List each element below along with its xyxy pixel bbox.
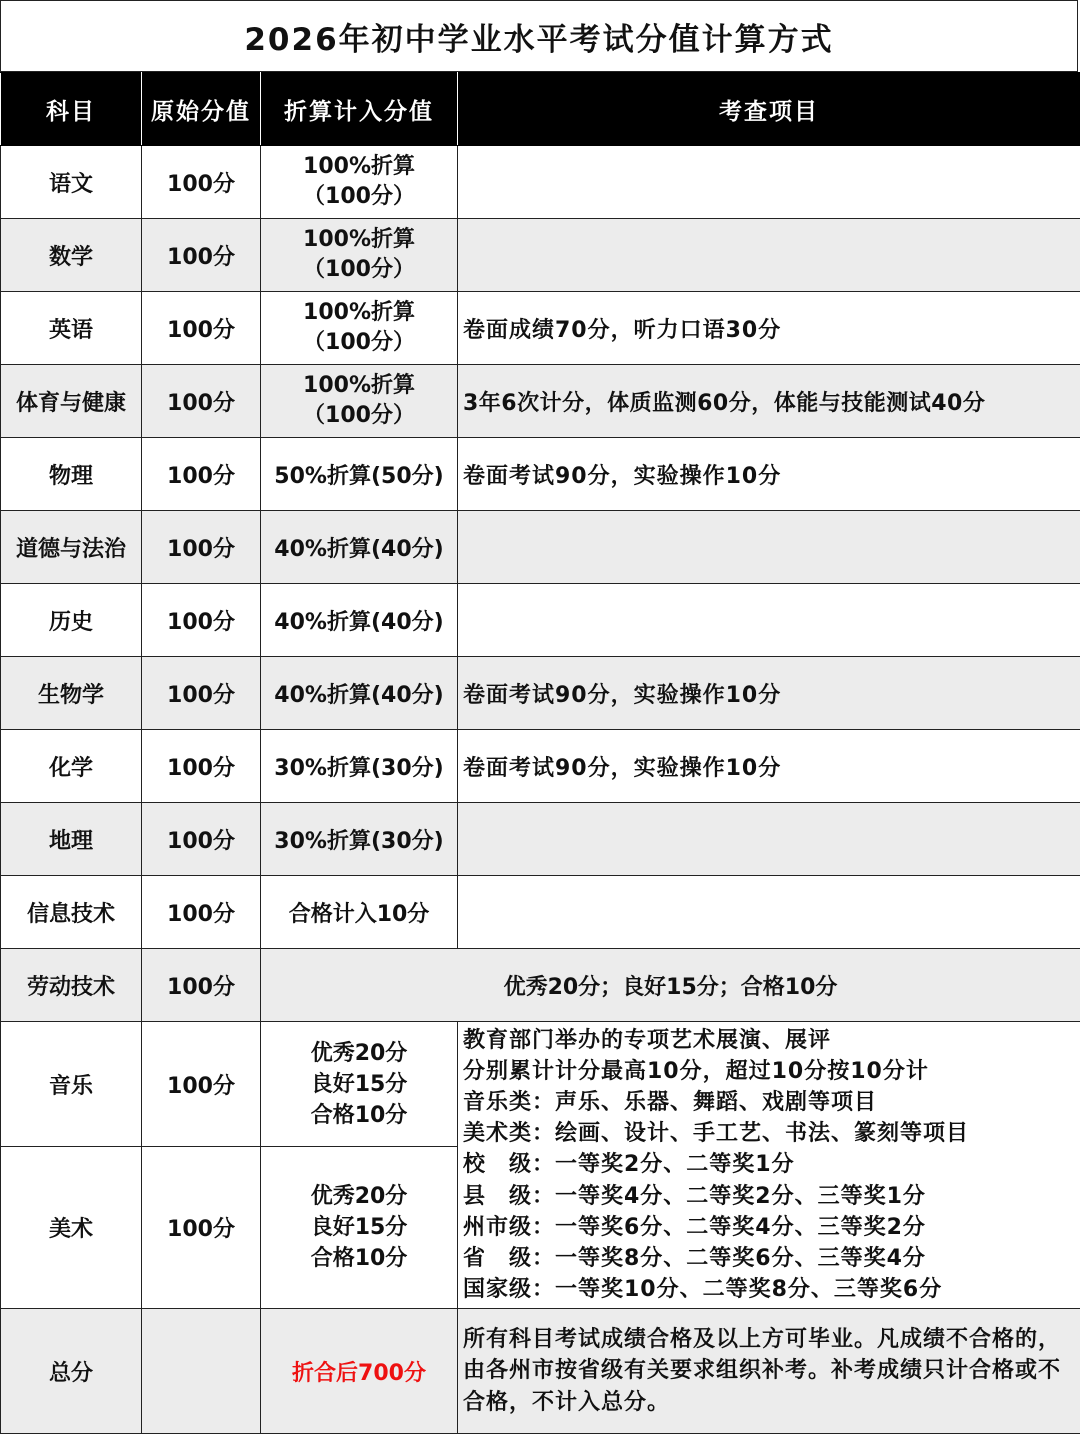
- items-cell: 卷面考试90分，实验操作10分: [458, 657, 1080, 730]
- header-subject: 科目: [1, 73, 142, 146]
- raw-score-cell: 100分: [142, 146, 261, 219]
- arts-item-line: 教育部门举办的专项艺术展演、展评: [463, 1025, 1080, 1056]
- items-cell: [458, 876, 1080, 949]
- conversion-rate: 100%折算: [261, 152, 457, 182]
- subject-cell: 道德与法治: [1, 511, 142, 584]
- arts-item-line: 县 级：一等奖4分、二等奖2分、三等奖1分: [463, 1181, 1080, 1212]
- arts-item-line: 国家级：一等奖10分、二等奖8分、三等奖6分: [463, 1274, 1080, 1305]
- table-row: [1, 803, 1080, 876]
- conversion-points: （100分）: [261, 255, 457, 285]
- table-row: [1, 511, 1080, 584]
- header-converted-score: 折算计入分值: [261, 73, 458, 146]
- raw-score-cell: 100分: [142, 219, 261, 292]
- grade-excellent: 优秀20分: [261, 1038, 457, 1069]
- total-score-cell: 折合后700分: [261, 1309, 458, 1434]
- raw-score-cell: 100分: [142, 876, 261, 949]
- raw-score-cell: 100分: [142, 1147, 261, 1309]
- table-row: [1, 1022, 1080, 1147]
- conversion-points: （100分）: [261, 328, 457, 358]
- table-row: [1, 438, 1080, 511]
- subject-cell: 劳动技术: [1, 949, 142, 1022]
- subject-cell: 英语: [1, 292, 142, 365]
- header-items: 考查项目: [458, 73, 1080, 146]
- raw-score-cell: [142, 1309, 261, 1434]
- converted-cell: [261, 292, 458, 365]
- converted-cell: 30%折算(30分): [261, 730, 458, 803]
- converted-cell: [261, 146, 458, 219]
- grade-excellent: 优秀20分: [261, 1181, 457, 1212]
- arts-item-line: 州市级：一等奖6分、二等奖4分、三等奖2分: [463, 1212, 1080, 1243]
- items-cell: 3年6次计分，体质监测60分，体能与技能测试40分: [458, 365, 1080, 438]
- grade-pass: 合格10分: [261, 1243, 457, 1274]
- subject-cell: 地理: [1, 803, 142, 876]
- arts-item-line: 美术类：绘画、设计、手工艺、书法、篆刻等项目: [463, 1118, 1080, 1149]
- converted-cell: 合格计入10分: [261, 876, 458, 949]
- page-title: 2026年初中学业水平考试分值计算方式: [0, 0, 1078, 72]
- subject-cell: 语文: [1, 146, 142, 219]
- table-row: [1, 219, 1080, 292]
- raw-score-cell: 100分: [142, 1022, 261, 1147]
- subject-cell: 化学: [1, 730, 142, 803]
- table-row-total: [1, 1309, 1080, 1434]
- raw-score-cell: 100分: [142, 803, 261, 876]
- table-header-row: [1, 73, 1080, 146]
- table-row: [1, 146, 1080, 219]
- raw-score-cell: 100分: [142, 438, 261, 511]
- raw-score-cell: 100分: [142, 292, 261, 365]
- conversion-points: （100分）: [261, 401, 457, 431]
- grade-cell: [261, 1022, 458, 1147]
- converted-cell: [261, 365, 458, 438]
- subject-cell: 物理: [1, 438, 142, 511]
- grade-cell: [261, 1147, 458, 1309]
- items-cell: [458, 146, 1080, 219]
- subject-cell: 美术: [1, 1147, 142, 1309]
- subject-cell: 音乐: [1, 1022, 142, 1147]
- conversion-rate: 100%折算: [261, 371, 457, 401]
- arts-items-cell: [458, 1022, 1080, 1309]
- graduation-note: 所有科目考试成绩合格及以上方可毕业。凡成绩不合格的，由各州市按省级有关要求组织补考。补考成绩只计合格或不合格，不计入总分。: [458, 1309, 1080, 1434]
- subject-cell: 数学: [1, 219, 142, 292]
- grade-pass: 合格10分: [261, 1100, 457, 1131]
- table-row: [1, 292, 1080, 365]
- header-raw-score: 原始分值: [142, 73, 261, 146]
- subject-cell: 体育与健康: [1, 365, 142, 438]
- items-cell: [458, 219, 1080, 292]
- table-row: [1, 657, 1080, 730]
- grade-good: 良好15分: [261, 1212, 457, 1243]
- score-table: [0, 72, 1080, 1434]
- converted-cell: 40%折算(40分): [261, 511, 458, 584]
- table-row: [1, 584, 1080, 657]
- grade-good: 良好15分: [261, 1069, 457, 1100]
- items-cell: [458, 803, 1080, 876]
- arts-item-line: 校 级：一等奖2分、二等奖1分: [463, 1149, 1080, 1180]
- raw-score-cell: 100分: [142, 584, 261, 657]
- conversion-rate: 100%折算: [261, 298, 457, 328]
- converted-cell: [261, 219, 458, 292]
- raw-score-cell: 100分: [142, 657, 261, 730]
- table-row: [1, 949, 1080, 1022]
- table-row: [1, 876, 1080, 949]
- arts-item-line: 分别累计计分最高10分，超过10分按10分计: [463, 1056, 1080, 1087]
- items-cell: 卷面成绩70分，听力口语30分: [458, 292, 1080, 365]
- raw-score-cell: 100分: [142, 949, 261, 1022]
- conversion-points: （100分）: [261, 182, 457, 212]
- items-cell: [458, 584, 1080, 657]
- subject-cell: 总分: [1, 1309, 142, 1434]
- arts-item-line: 音乐类：声乐、乐器、舞蹈、戏剧等项目: [463, 1087, 1080, 1118]
- arts-item-line: 省 级：一等奖8分、二等奖6分、三等奖4分: [463, 1243, 1080, 1274]
- converted-cell: 40%折算(40分): [261, 657, 458, 730]
- table-row: [1, 365, 1080, 438]
- raw-score-cell: 100分: [142, 511, 261, 584]
- converted-cell: 30%折算(30分): [261, 803, 458, 876]
- merged-grade-cell: 优秀20分；良好15分；合格10分: [261, 949, 1080, 1022]
- subject-cell: 生物学: [1, 657, 142, 730]
- table-row: [1, 730, 1080, 803]
- raw-score-cell: 100分: [142, 730, 261, 803]
- raw-score-cell: 100分: [142, 365, 261, 438]
- converted-cell: 40%折算(40分): [261, 584, 458, 657]
- subject-cell: 历史: [1, 584, 142, 657]
- items-cell: 卷面考试90分，实验操作10分: [458, 730, 1080, 803]
- subject-cell: 信息技术: [1, 876, 142, 949]
- conversion-rate: 100%折算: [261, 225, 457, 255]
- converted-cell: 50%折算(50分): [261, 438, 458, 511]
- items-cell: [458, 511, 1080, 584]
- items-cell: 卷面考试90分，实验操作10分: [458, 438, 1080, 511]
